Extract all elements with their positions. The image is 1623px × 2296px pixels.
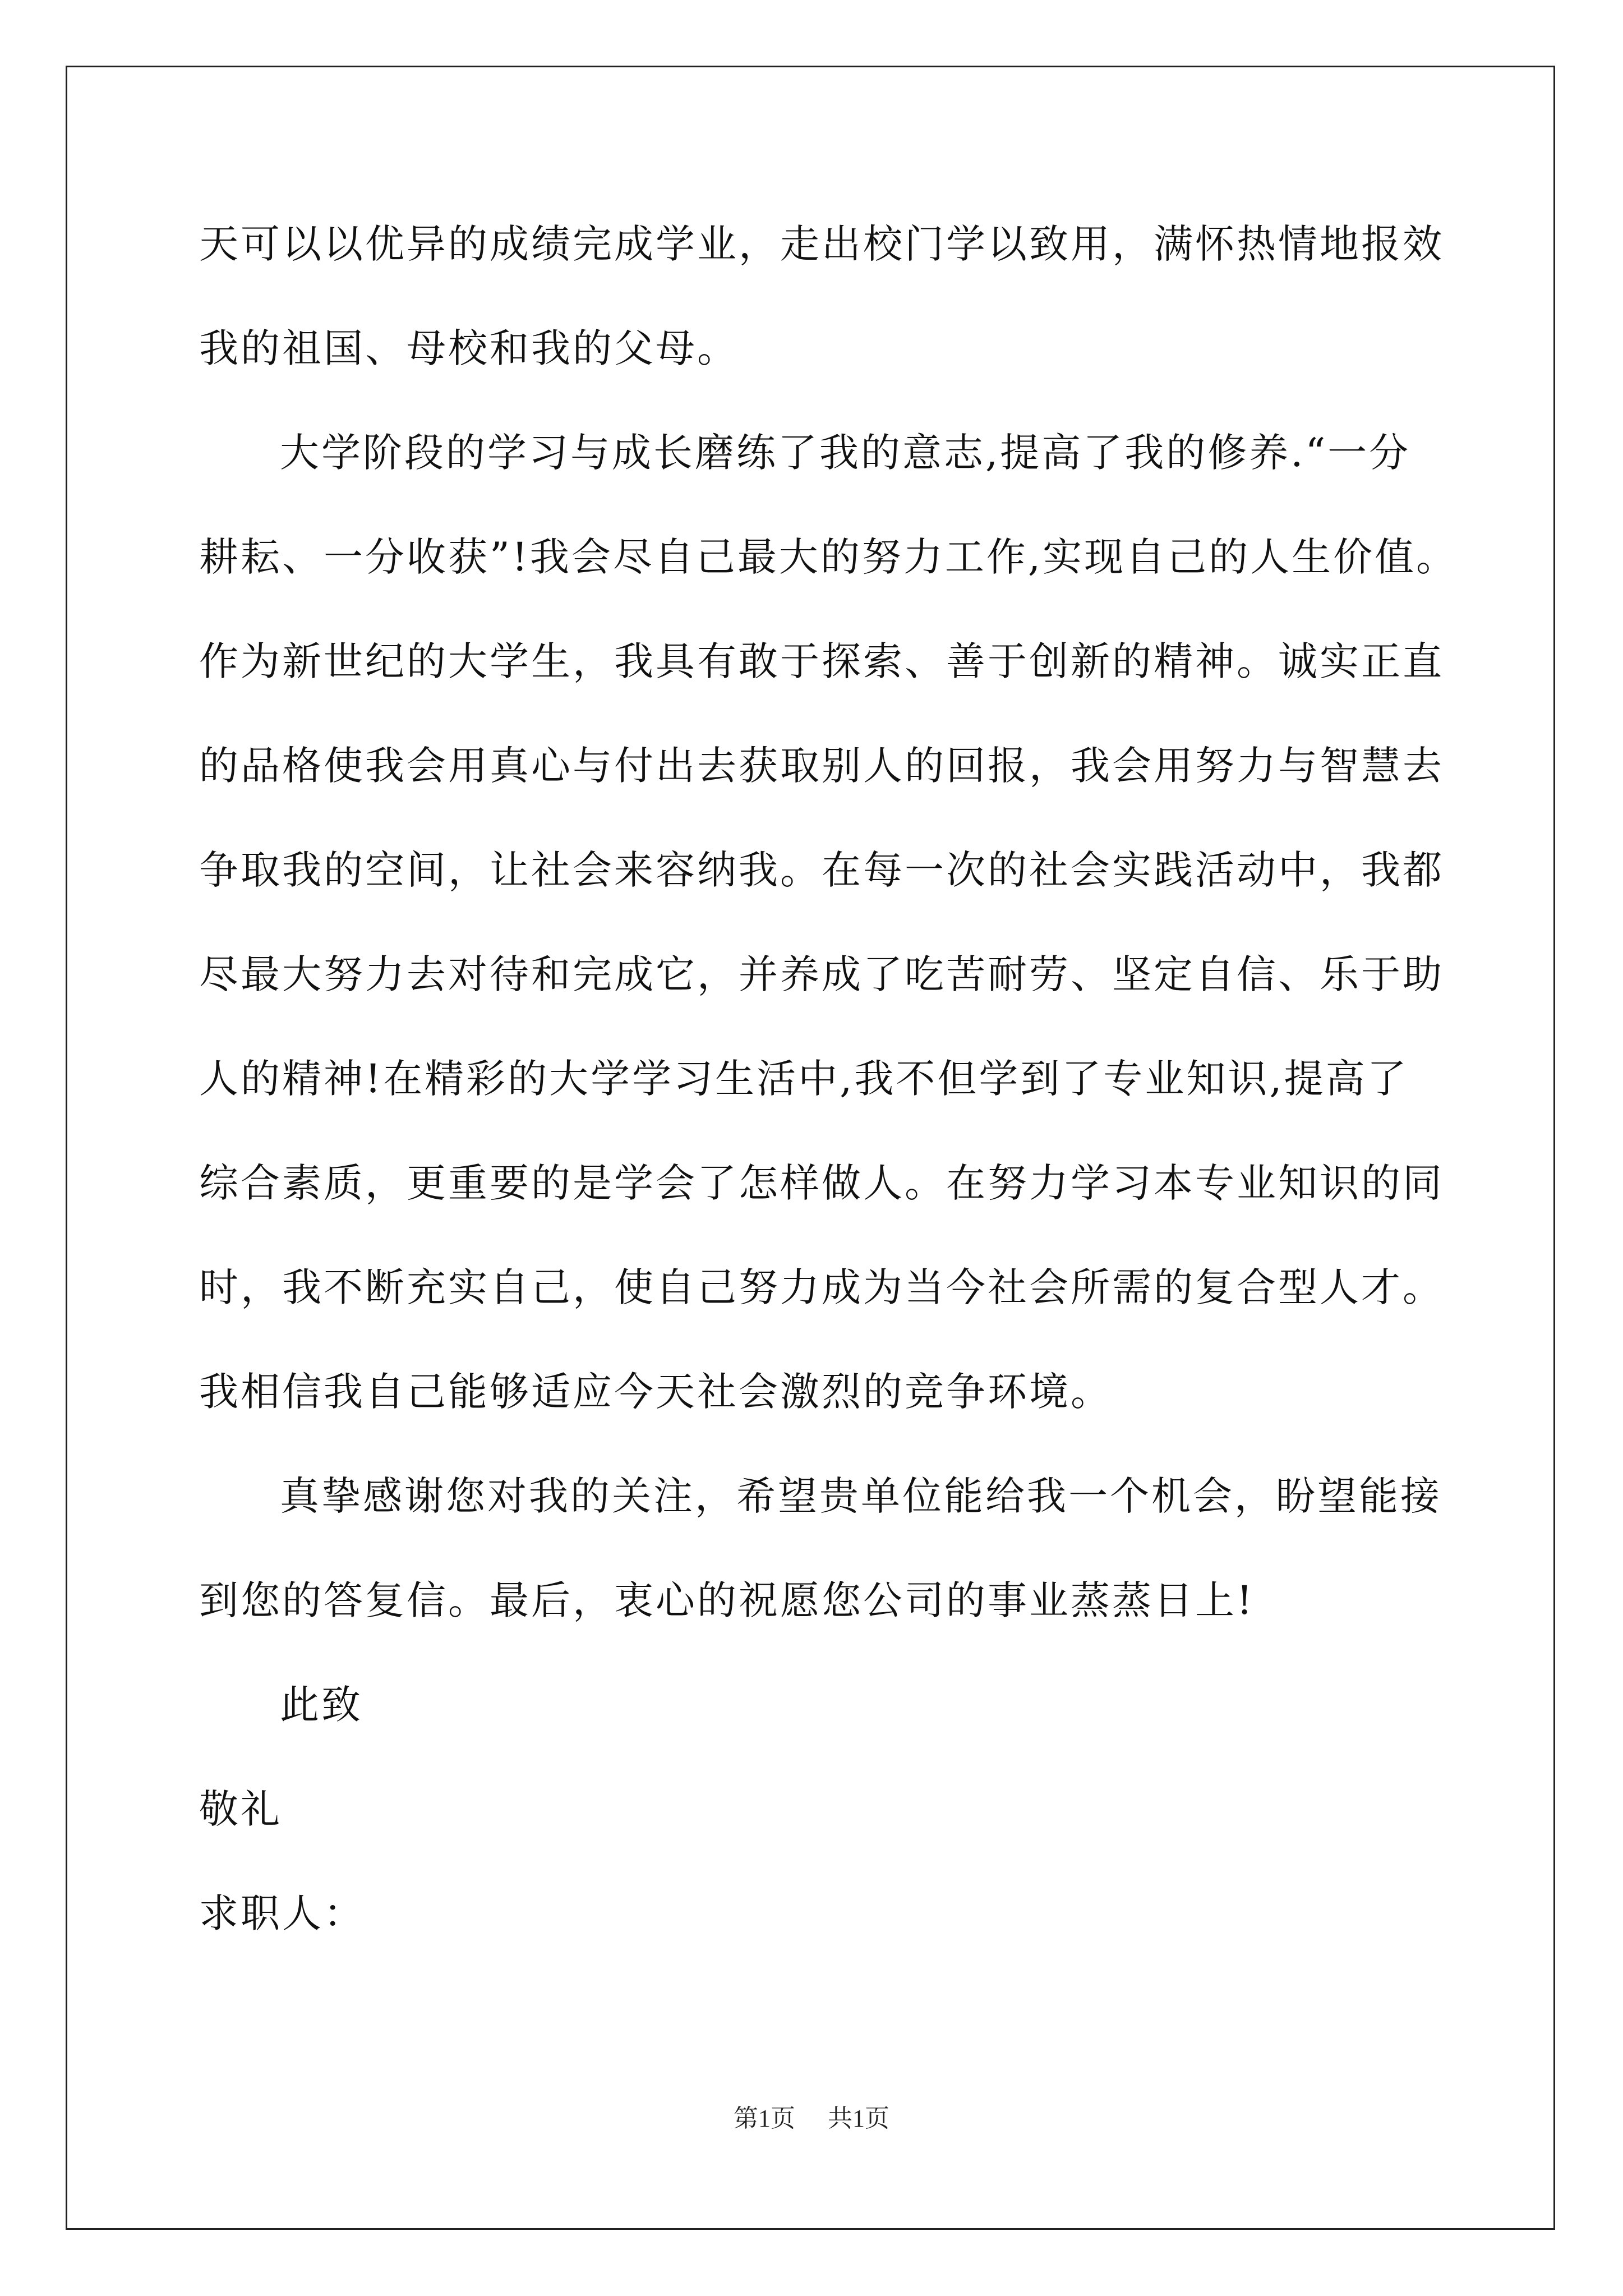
text-line: 真挚感谢您对我的关注，希望贵单位能给我一个机会，盼望能接 xyxy=(280,1473,1442,1519)
page-footer xyxy=(0,2098,1623,2134)
closing-salutation: 此致 xyxy=(280,1682,363,1728)
closing-regards: 敬礼 xyxy=(199,1786,282,1832)
text-line: 大学阶段的学习与成长磨练了我的意志,提高了我的修养.“一分 xyxy=(280,430,1411,476)
page-total: 共1页 xyxy=(828,2105,889,2132)
page-number: 第1页 xyxy=(734,2105,795,2132)
text-line: 综合素质，更重要的是学会了怎样做人。在努力学习本专业知识的同 xyxy=(199,1160,1444,1206)
text-line: 我相信我自己能够适应今天社会激烈的竞争环境。 xyxy=(199,1369,1112,1415)
text-line: 到您的答复信。最后，衷心的祝愿您公司的事业蒸蒸日上! xyxy=(199,1577,1255,1623)
text-line: 我的祖国、母校和我的父母。 xyxy=(199,325,739,371)
text-line: 天可以以优异的成绩完成学业，走出校门学以致用，满怀热情地报效 xyxy=(199,221,1444,267)
text-line: 作为新世纪的大学生，我具有敢于探索、善于创新的精神。诚实正直 xyxy=(199,638,1444,684)
text-line: 耕耘、一分收获”!我会尽自己最大的努力工作,实现自己的人生价值。 xyxy=(199,534,1458,580)
text-line: 时，我不断充实自己，使自己努力成为当今社会所需的复合型人才。 xyxy=(199,1264,1444,1310)
text-line: 人的精神!在精彩的大学学习生活中,我不但学到了专业知识,提高了 xyxy=(199,1056,1409,1102)
applicant-signature-label: 求职人： xyxy=(199,1890,365,1936)
text-line: 的品格使我会用真心与付出去获取别人的回报，我会用努力与智慧去 xyxy=(199,743,1444,789)
text-line: 尽最大努力去对待和完成它，并养成了吃苦耐劳、坚定自信、乐于助 xyxy=(199,951,1444,997)
text-line: 争取我的空间，让社会来容纳我。在每一次的社会实践活动中，我都 xyxy=(199,847,1444,893)
